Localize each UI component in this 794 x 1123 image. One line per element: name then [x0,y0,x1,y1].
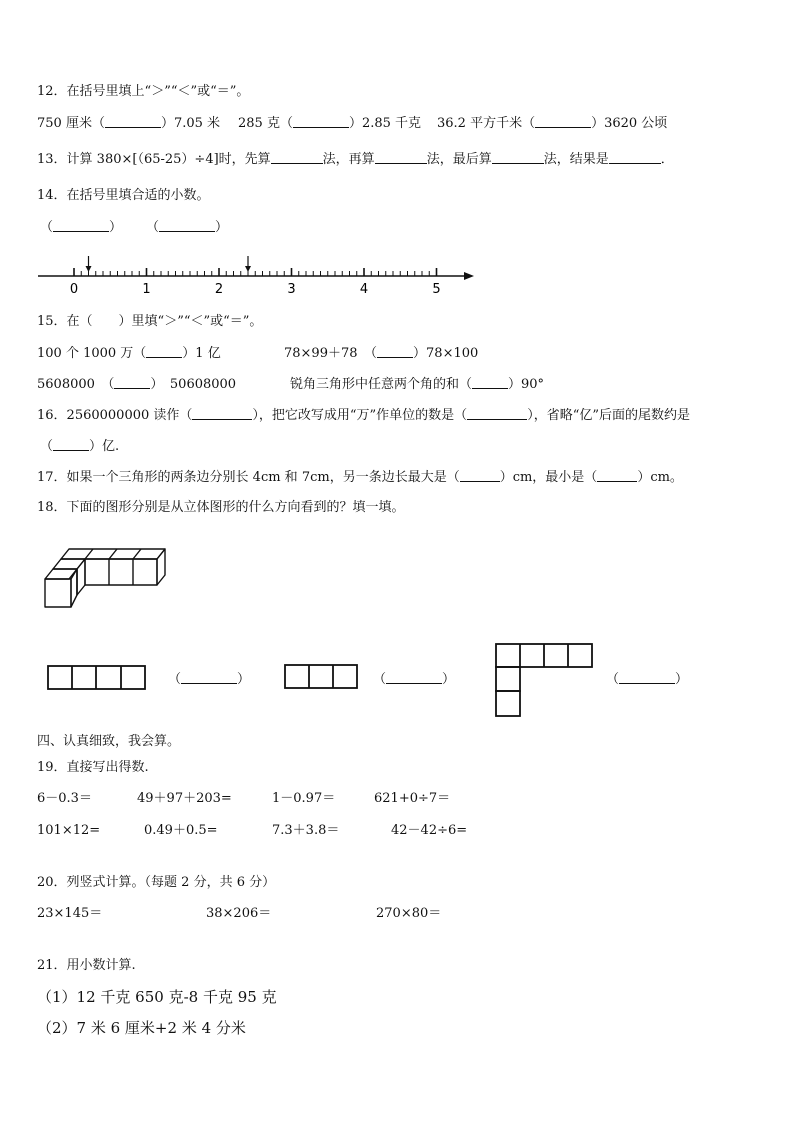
paren-close: ） [675,672,689,687]
q20-title: 20．列竖式计算。（每题 2 分，共 6 分） [37,875,276,890]
q12-item-1-left: 750 厘米（ [37,116,105,131]
q18-answer-3 [606,671,688,688]
q15-blank-4[interactable] [472,376,508,389]
q18-title: 18．下面的图形分别是从立体图形的什么方向看到的？填一填。 [37,500,405,515]
q16-line-2 [40,438,119,455]
q13-blank-4[interactable] [609,151,661,164]
q18-answer-2 [373,671,455,688]
number-line [38,252,478,302]
q14-blank-1[interactable] [53,219,109,232]
q16-blank-2[interactable] [467,407,527,420]
q16-blank-3[interactable] [53,438,89,451]
q15-item-2-left: 78×99＋78 （ [284,346,378,361]
q17-text-3: ）cm。 [637,470,683,485]
q12-blank-2[interactable] [293,115,349,128]
q13-blank-3[interactable] [492,151,544,164]
q15-item-4-left: 锐角三角形中任意两个角的和（ [290,377,473,392]
q13-blank-2[interactable] [375,151,427,164]
q18-blank-3[interactable] [619,671,675,684]
q19-title: 19．直接写出得数. [37,760,149,775]
q13-text-2: 法，再算 [322,152,375,167]
view-three-in-row [284,664,360,690]
q21-item-1: （1）12 千克 650 克-8 千克 95 克 [37,988,277,1006]
q13-line [37,151,674,168]
q15-item-2-right: ）78×100 [413,346,479,361]
q15-blank-1[interactable] [146,345,182,358]
section-4-title: 四、认真细致，我会算。 [37,734,181,749]
tick-label: 1 [142,282,151,297]
q14-answer-2 [146,219,228,236]
q19-r1-c2: 49＋97＋203= [137,791,232,806]
q16-text-4: （ [40,439,54,454]
q15-item-1-left: 100 个 1000 万（ [37,346,147,361]
q12-item-2-left: 285 克（ [238,116,293,131]
q13-text-1: 13．计算 380×[（65-25）÷4]时，先算 [37,152,271,167]
q13-text-4: 法，结果是 [543,152,609,167]
q12-item-2-right: ）2.85 千克 [348,116,422,131]
q17-text-2: ）cm，最小是（ [499,470,598,485]
q18-blank-1[interactable] [181,671,237,684]
paren-open: （ [606,672,620,687]
pointer-arrow-icon [86,266,92,272]
q16-text-5: ）亿. [89,439,120,454]
q16-text-3: ），省略“亿”后面的尾数约是 [527,408,690,423]
q12-blank-3[interactable] [535,115,591,128]
q15-item-1-right: ）1 亿 [182,346,221,361]
q12-item-3-left: 36.2 平方千米（ [437,116,536,131]
cube-solid-figure [47,549,177,611]
q12-item-1 [37,115,220,132]
q19-r2-c2: 0.49＋0.5= [144,823,218,838]
paren-open: （ [40,220,54,235]
q14-blank-2[interactable] [159,219,215,232]
q14-answer-1 [40,219,122,236]
tick-label: 3 [287,282,296,297]
number-line-arrowhead [464,272,474,280]
tick-label: 5 [432,282,441,297]
q21-item-2: （2）7 米 6 厘米+2 米 4 分米 [37,1019,246,1037]
q15-blank-2[interactable] [377,345,413,358]
q16-text-1: 16．2560000000 读作（ [37,408,193,423]
q18-blank-2[interactable] [386,671,442,684]
paren-close: ） [237,672,251,687]
q13-blank-1[interactable] [271,151,323,164]
q12-item-1-right: ）7.05 米 [160,116,221,131]
q17-line [37,469,683,486]
view-four-in-row [47,665,147,691]
q21-title: 21．用小数计算. [37,958,136,973]
q20-item-3: 270×80＝ [376,906,442,921]
paren-close: ） [442,672,456,687]
q12-blank-1[interactable] [105,115,161,128]
q19-r1-c3: 1－0.97＝ [272,791,336,806]
view-l-shape [495,643,595,721]
q15-item-3-left: 5608000 （ [37,377,115,392]
q19-r1-c4: 621+0÷7＝ [374,791,451,806]
q15-item-3 [37,376,236,393]
paren-open: （ [146,220,160,235]
q12-title: 12．在括号里填上“＞”“＜”或“＝”。 [37,84,250,99]
pointer-arrow-icon [245,266,251,272]
q12-item-3 [437,115,667,132]
q14-title: 14．在括号里填合适的小数。 [37,188,210,203]
q20-item-1: 23×145＝ [37,906,103,921]
q18-answer-1 [168,671,250,688]
q17-blank-2[interactable] [597,469,637,482]
q15-item-4-right: ）90° [508,377,545,392]
paren-open: （ [168,672,182,687]
q19-r2-c3: 7.3＋3.8＝ [272,823,340,838]
q15-title: 15．在（ ）里填“＞”“＜”或“＝”。 [37,314,263,329]
q19-r1-c1: 6－0.3＝ [37,791,92,806]
q13-text-5: ． [660,152,674,167]
q12-item-3-right: ）3620 公顷 [591,116,668,131]
paren-close: ） [215,220,229,235]
q19-r2-c1: 101×12= [37,823,101,838]
tick-label: 0 [69,282,79,297]
q15-blank-3[interactable] [114,376,150,389]
q17-text-1: 17．如果一个三角形的两条边分别长 4cm 和 7cm，另一条边长最大是（ [37,470,460,485]
q15-item-1 [37,345,221,362]
paren-close: ） [109,220,123,235]
q20-item-2: 38×206＝ [206,906,272,921]
tick-label: 2 [214,282,224,297]
q15-item-2 [284,345,478,362]
q16-line-1 [37,407,690,424]
q16-blank-1[interactable] [192,407,252,420]
q17-blank-1[interactable] [460,469,500,482]
q12-item-2 [238,115,421,132]
q19-r2-c4: 42－42÷6= [391,823,468,838]
q15-item-4 [290,376,544,393]
q15-item-3-right: ） 50608000 [150,377,237,392]
paren-open: （ [373,672,387,687]
q13-text-3: 法，最后算 [426,152,492,167]
tick-label: 4 [359,282,369,297]
q16-text-2: ），把它改写成用“万”作单位的数是（ [252,408,468,423]
